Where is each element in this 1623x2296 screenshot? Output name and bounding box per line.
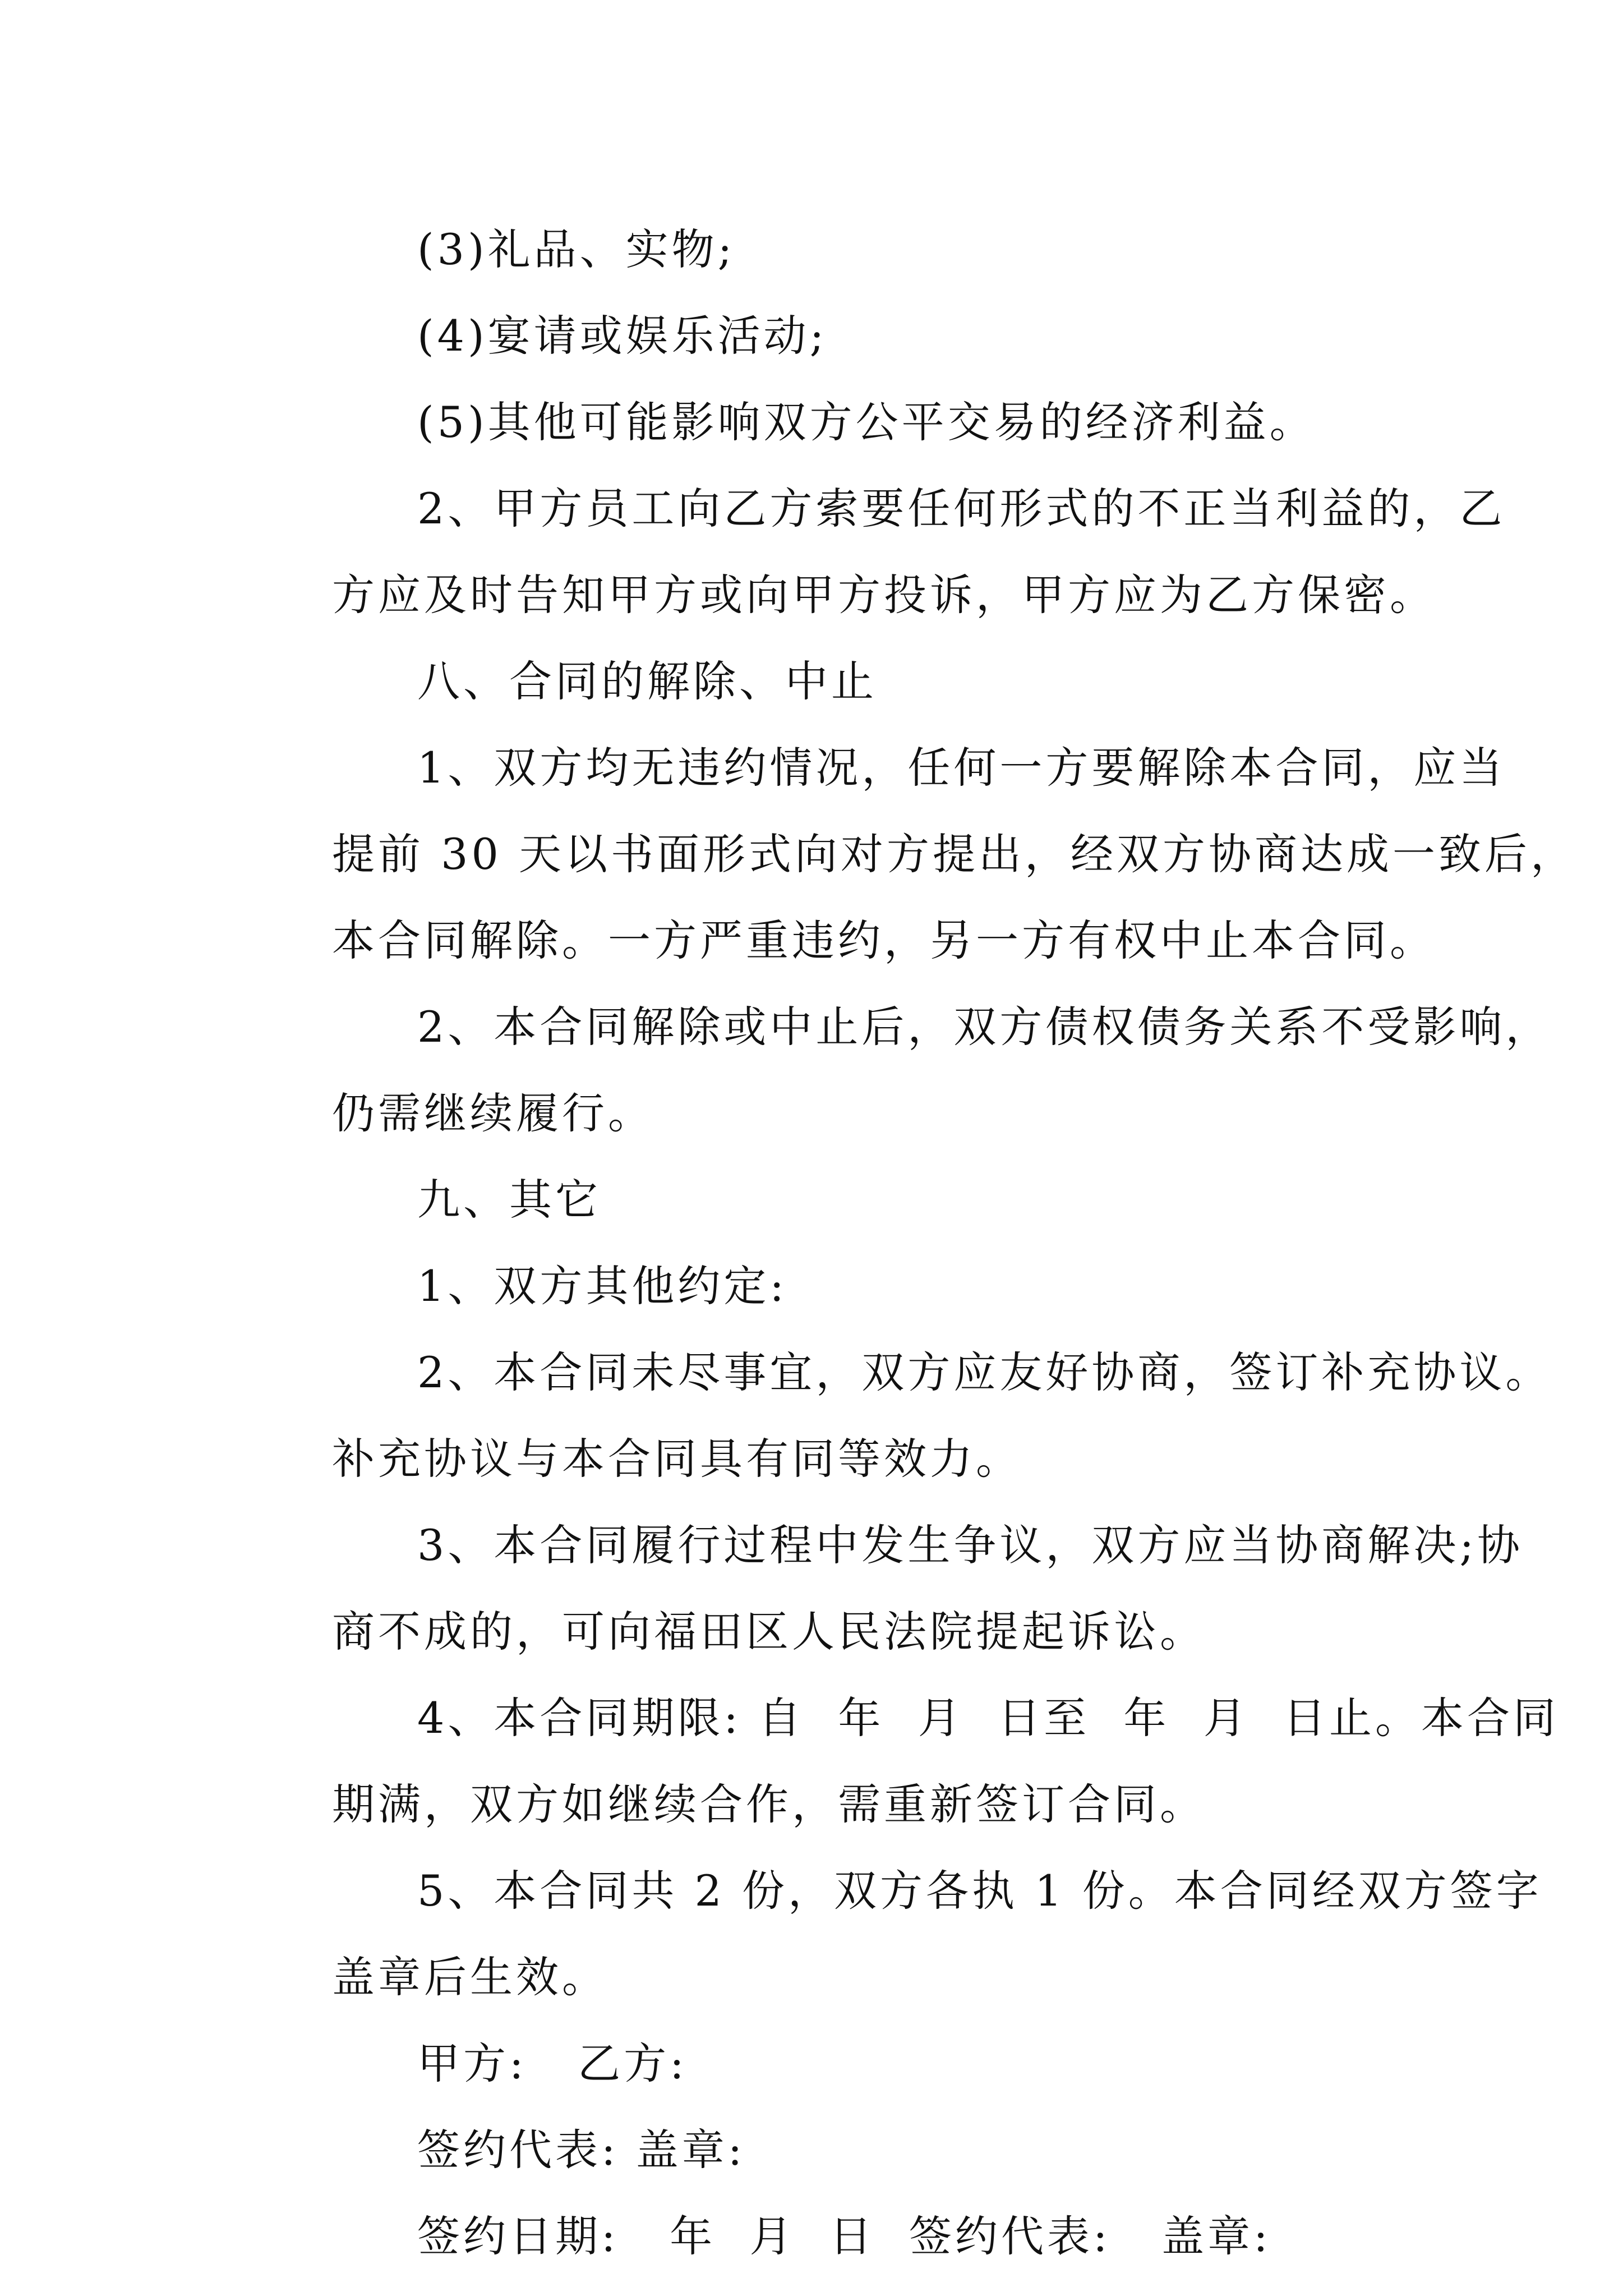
- text-line: 1、双方其他约定:: [417, 1261, 787, 1311]
- text-line: 期满，双方如继续合作，需重新签订合同。: [332, 1779, 1206, 1829]
- paragraph-other-1: [247, 1243, 1391, 1329]
- signature-representative: [247, 2107, 1391, 2193]
- text-line: 补充协议与本合同具有同等效力。: [332, 1434, 1022, 1484]
- paragraph-other-2: [247, 1329, 1552, 1502]
- signature-date: [247, 2193, 1391, 2280]
- paragraph-item-4: [247, 293, 1391, 379]
- paragraph-other-3: [247, 1502, 1523, 1675]
- text-line: 仍需继续履行。: [332, 1088, 654, 1138]
- text-line: 2、本合同解除或中止后，双方债权债务关系不受影响，: [417, 1002, 1552, 1052]
- text-line: 商不成的，可向福田区人民法院提起诉讼。: [332, 1607, 1206, 1657]
- text-line: 5、本合同共 2 份，双方各执 1 份。本合同经双方签字: [417, 1866, 1542, 1916]
- paragraph-clause-2: [247, 466, 1506, 638]
- paragraph-other-5: [247, 1848, 1542, 2021]
- text-line: 九、其它: [417, 1175, 601, 1225]
- text-line: (5)其他可能影响双方公平交易的经济利益。: [417, 397, 1316, 447]
- text-line: 签约代表: 盖章:: [417, 2125, 746, 2175]
- text-line: (4)宴请或娱乐活动;: [417, 311, 828, 361]
- section-heading-8: [247, 638, 1391, 725]
- document-body: [247, 206, 1577, 2280]
- text-line: 提前 30 天以书面形式向对方提出，经双方协商达成一致后，: [332, 829, 1577, 879]
- paragraph-item-3: [247, 206, 1391, 293]
- document-page: [247, 206, 1577, 2280]
- text-line: (3)礼品、实物;: [417, 224, 736, 274]
- section-heading-9: [247, 1157, 1391, 1243]
- signature-parties: [247, 2021, 1391, 2107]
- text-line: 签约日期: 年 月 日 签约代表: 盖章:: [417, 2211, 1271, 2261]
- paragraph-other-4: [247, 1675, 1560, 1848]
- text-line: 方应及时告知甲方或向甲方投诉，甲方应为乙方保密。: [332, 570, 1436, 620]
- text-line: 盖章后生效。: [332, 1952, 608, 2002]
- text-line: 3、本合同履行过程中发生争议，双方应当协商解决;协: [417, 1520, 1523, 1570]
- text-line: 八、合同的解除、中止: [417, 656, 877, 706]
- text-line: 1、双方均无违约情况，任何一方要解除本合同，应当: [417, 743, 1506, 793]
- text-line: 2、本合同未尽事宜，双方应友好协商，签订补充协议。: [417, 1347, 1552, 1397]
- paragraph-item-5: [247, 379, 1391, 466]
- paragraph-termination-1: [247, 725, 1577, 984]
- text-line: 4、本合同期限: 自 年 月 日至 年 月 日止。本合同: [417, 1693, 1560, 1743]
- text-line: 2、甲方员工向乙方索要任何形式的不正当利益的，乙: [417, 484, 1506, 533]
- text-line: 甲方: 乙方:: [417, 2039, 688, 2088]
- text-line: 本合同解除。一方严重违约，另一方有权中止本合同。: [332, 915, 1436, 965]
- paragraph-termination-2: [247, 984, 1552, 1157]
